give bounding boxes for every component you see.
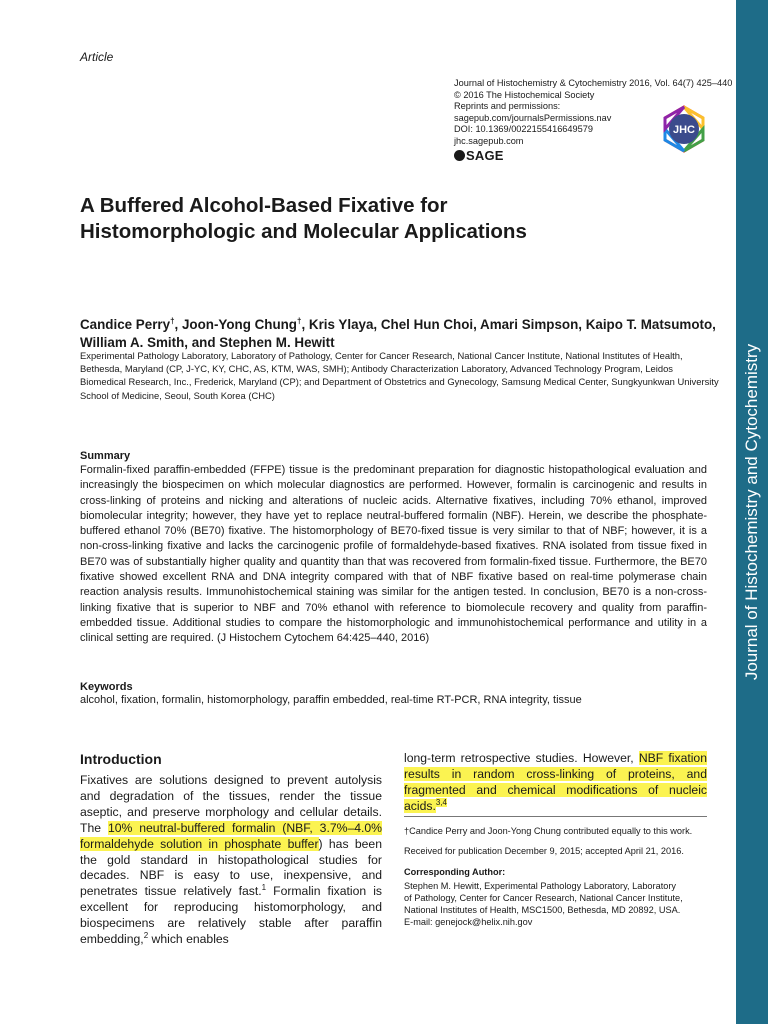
corresponding-author-email[interactable]: E-mail: genejock@helix.nih.gov: [404, 917, 533, 927]
corresponding-author-line: of Pathology, Center for Cancer Research, National Cancer Institute,: [404, 893, 683, 903]
sidebar-journal-name: Journal of Histochemistry and Cytochemistry: [742, 343, 761, 681]
keywords-list: alcohol, fixation, formalin, histomorphology, paraffin embedded, real-time RT-PCR, RNA integrity, tissue: [80, 694, 582, 706]
corresponding-author-heading: Corresponding Author:: [404, 867, 506, 877]
sage-logo: [454, 148, 504, 163]
equal-contribution-note: †Candice Perry and Joon-Yong Chung contributed equally to this work.: [404, 826, 693, 836]
copyright-line: © 2016 The Histochemical Society: [454, 89, 595, 100]
corresponding-author-details: [404, 880, 714, 928]
reprints-line: Reprints and permissions:: [454, 101, 561, 112]
article-type-label: Article: [80, 50, 114, 64]
corresponding-author-line: National Institutes of Health, MSC1500, Bethesda, MD 20892, USA.: [404, 905, 681, 915]
summary-text: Formalin-fixed paraffin-embedded (FFPE) tissue is the predominant preparation for diagnostic histopathological evaluation and increasingly the biospecimen on which molecular diagnostics are performed. However, formalin is carcinogenic and results in cross-linking of proteins and nicking and alterations of nucleic acids. Alternative fixatives, including 70% ethanol, improved biomolecular integrity; however, they have yet to replace neutral-buffered formalin (NBF). Herein, we describe the phosphate-buffered ethanol 70% (BE70) fixative. The histomorphology of BE70-fixed tissue is very similar to that of NBF; however, it is a non-cross-linking fixative and lacks the carcinogenic profile of formaldehyde-based fixatives. RNA isolated from tissue fixed in BE70 was of substantially higher quality and quantity than that was recovered from formalin-fixed tissue. Furthermore, the BE70 fixative showed excellent RNA and DNA integrity compared with that of NBF fixative based on real-time polymerase chain reaction analysis results. Immunohistochemical staining was similar for the antigen tested. In conclusion, BE70 is a non-cross-linking fixative that is superior to NBF and 70% ethanol with reference to biomolecule recovery and quality from paraffin-embedded tissue. Additional studies to compare the histomorphologic and immunohistochemical performance and utility in a clinical setting are required. (J Histochem Cytochem 64:425–440, 2016): [80, 464, 707, 645]
article-title: A Buffered Alcohol-Based Fixative for Histomorphologic and Molecular Applications: [80, 194, 527, 243]
permissions-link[interactable]: sagepub.com/journalsPermissions.nav: [454, 112, 612, 123]
keywords-heading: Keywords: [80, 681, 133, 693]
corresponding-author-line: Stephen M. Hewitt, Experimental Pathology Laboratory, Laboratory: [404, 881, 677, 891]
journal-citation-line: Journal of Histochemistry & Cytochemistry 2016, Vol. 64(7) 425–440: [454, 78, 733, 88]
author-list: Candice Perry†, Joon-Yong Chung†, Kris Ylaya, Chel Hun Choi, Amari Simpson, Kaipo T. Matsumoto, William A. Smith, and Stephen M. Hewitt: [80, 316, 716, 350]
sage-logo-text: SAGE: [466, 148, 504, 163]
jhc-logo-text: JHC: [672, 124, 696, 136]
doi-line[interactable]: DOI: 10.1369/0022155416649579: [454, 124, 593, 135]
introduction-heading: Introduction: [80, 751, 162, 767]
journal-website-link[interactable]: jhc.sagepub.com: [454, 135, 524, 146]
summary-heading: Summary: [80, 450, 131, 462]
introduction-text-left-column: Fixatives are solutions designed to prevent autolysis and degradation of the tissues, render the tissue aseptic, and preserve morphology and cellular details. The 10% neutral-buffered formalin (NBF, 3.7%–4.0% formaldehyde solution in phosphate buffer) has been the gold standard in histopathological studies for decades. NBF is easy to use, inexpensive, and penetrates tissue relatively fast.$^1$ Formalin fixation is excellent for reproducing histomorphology, and biospecimens are relatively stable after paraffin embedding,$^2$ which enables: [80, 773, 382, 947]
author-affiliations: Experimental Pathology Laboratory, Laboratory of Pathology, Center for Cancer Research, National Cancer Institute, National Institutes of Health, Bethesda, Maryland (CP, J-YC, KY, CHC, AS, KTM, WAS, SMH); Antibody Characterization Laboratory, Advanced Technology Program, Leidos Biomedical Research, Inc., Frederick, Maryland (CP); and Department of Obstetrics and Gynecology, Samsung Medical Center, Sungkyunkwan University School of Medicine, Seoul, South Korea (CHC): [80, 350, 719, 401]
introduction-text-right-column: long-term retrospective studies. However, NBF fixation results in random cross-linking of proteins, and fragmented and chemical modifications of nucleic acids.$^{3,4}$: [404, 751, 707, 813]
footnote-divider: [404, 816, 707, 817]
jhc-logo: [660, 105, 708, 153]
sage-mark-icon: [454, 150, 465, 161]
received-date-note: Received for publication December 9, 2015; accepted April 21, 2016.: [404, 846, 684, 856]
